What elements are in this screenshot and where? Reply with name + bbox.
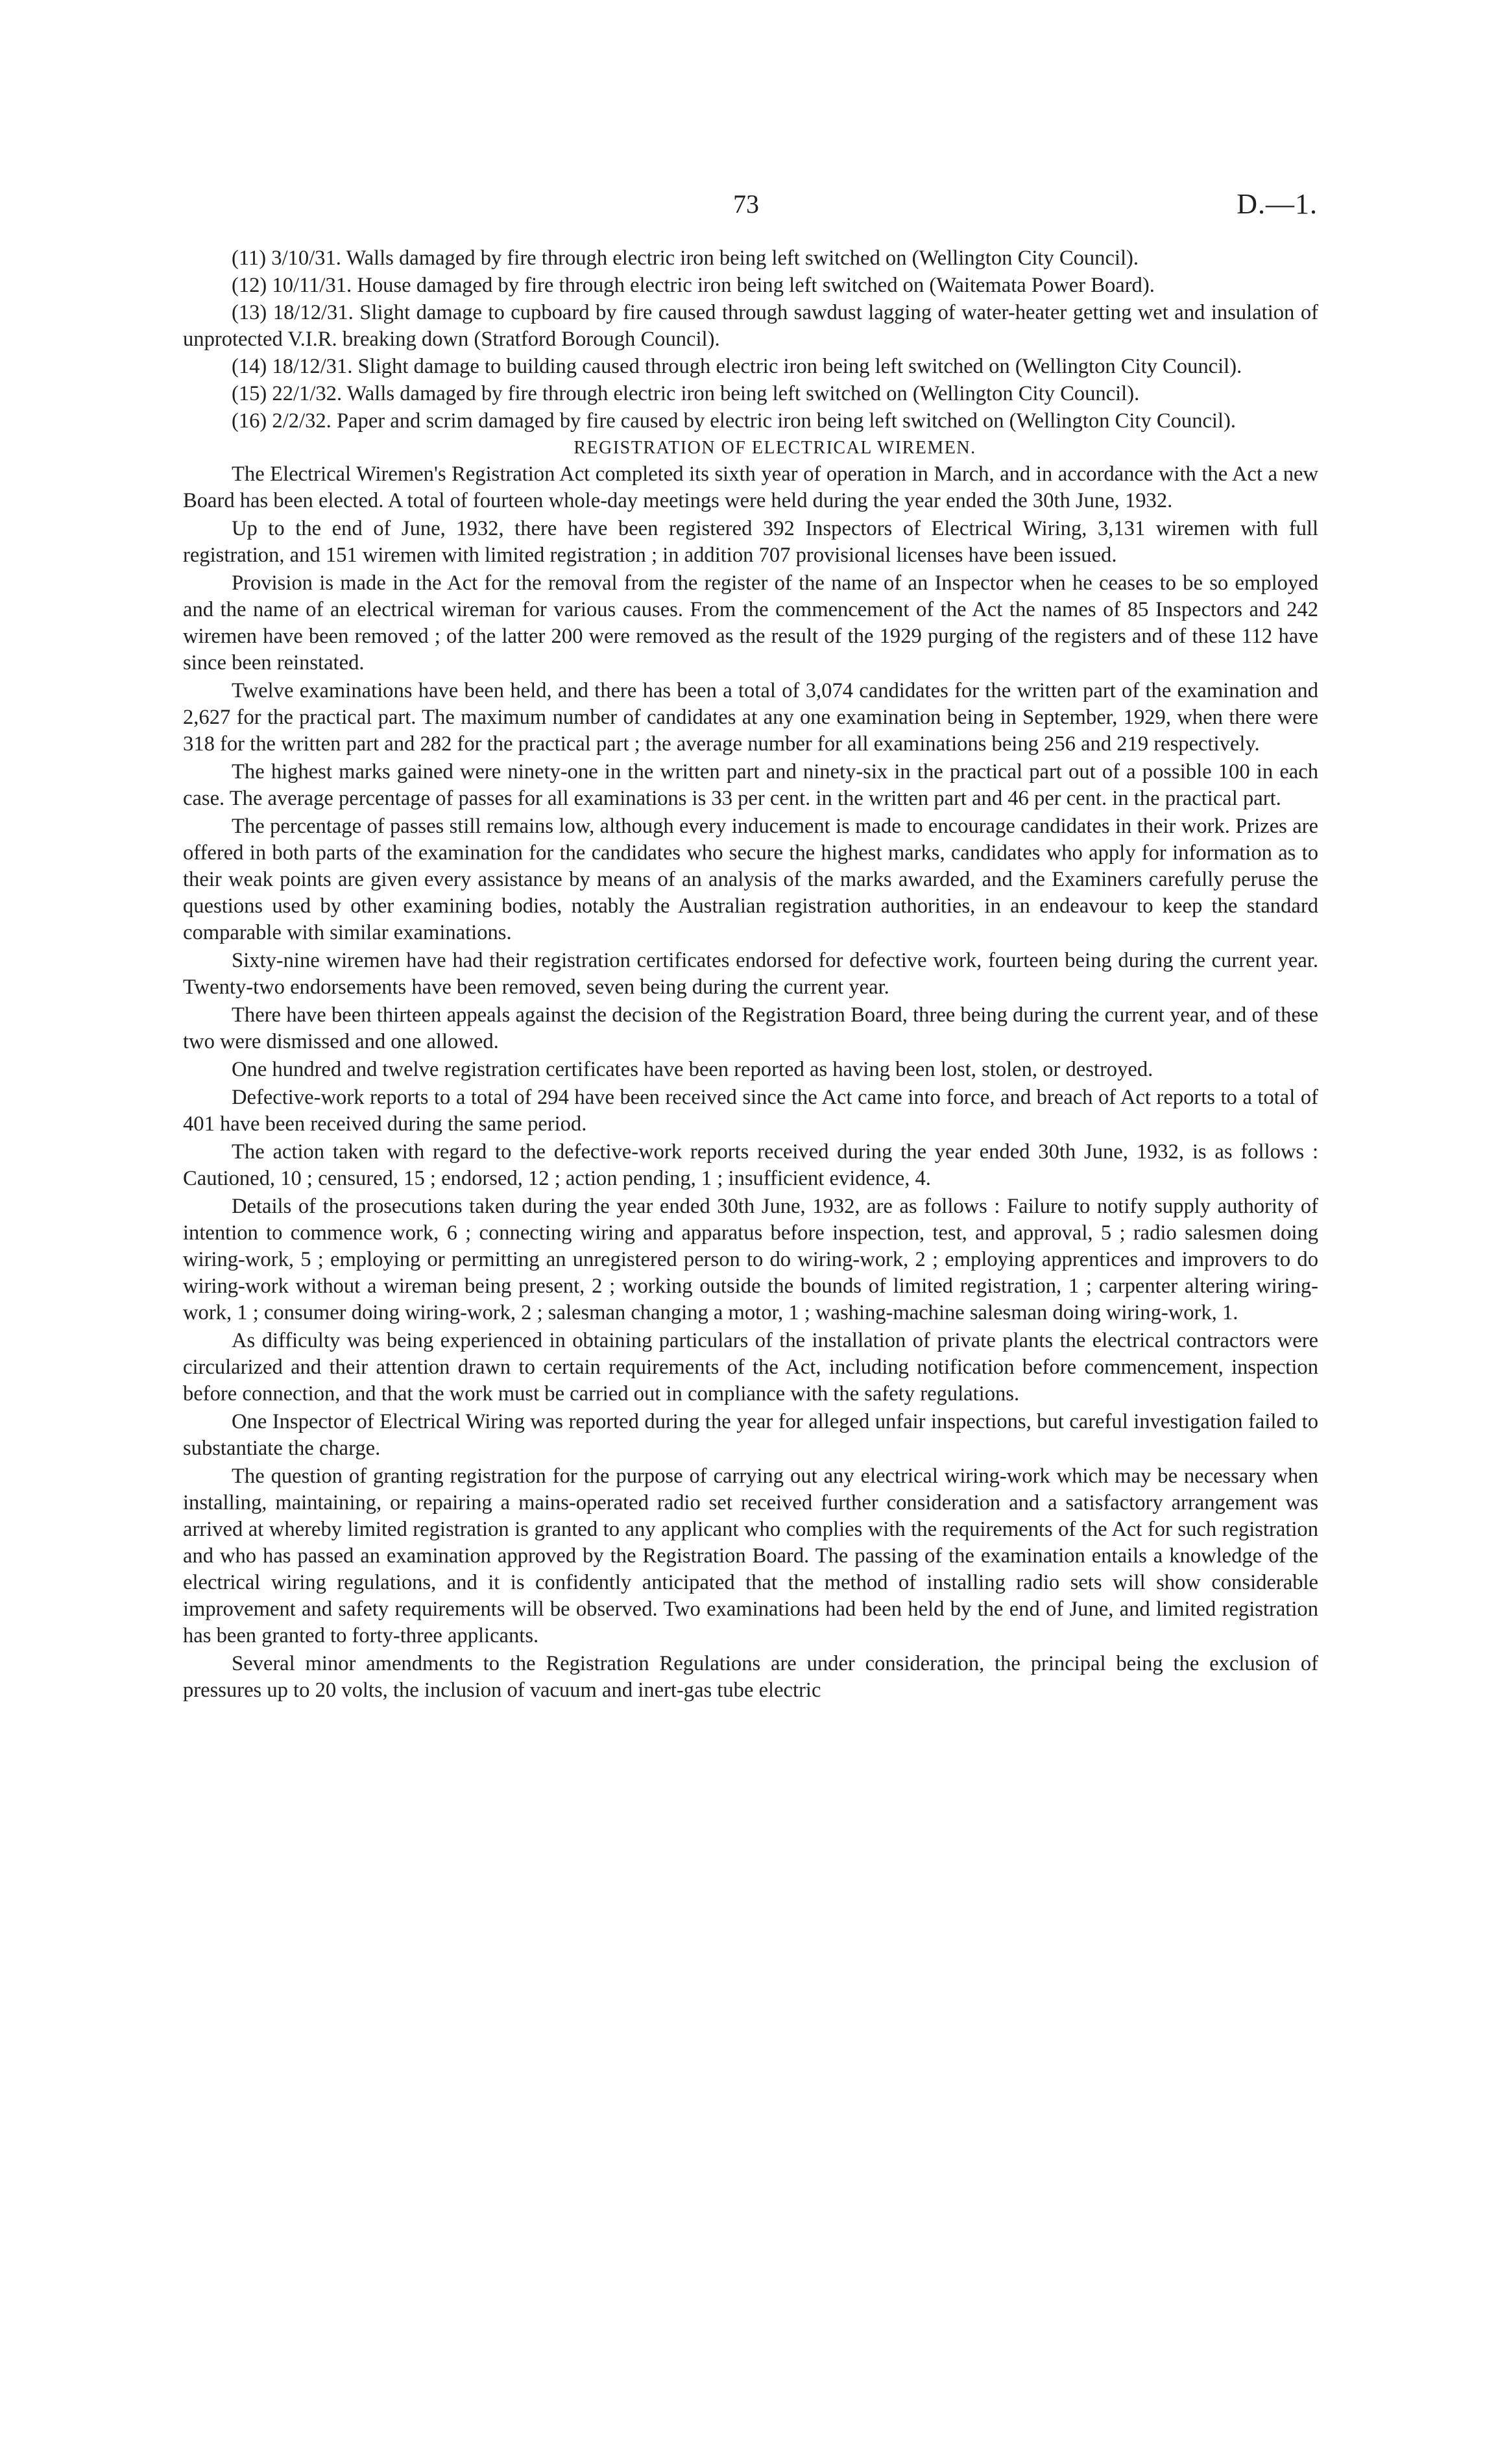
paragraph: One hundred and twelve registration certificates have been reported as having been lost, stolen, or destroyed. bbox=[232, 1058, 1153, 1081]
section-title: REGISTRATION OF ELECTRICAL WIREMEN. bbox=[573, 438, 976, 458]
paragraph: The Electrical Wiremen's Registration Act completed its sixth year of operation in March, and in accordance with the Act a new Board has been elected. A total of fourteen whole-day meetings were held during the year ended the 30th June, 1932. bbox=[183, 462, 1318, 512]
document-reference: D.—1. bbox=[1237, 188, 1318, 220]
fire-entry-12: (12) 10/11/31. House damaged by fire through electric iron being left switched on (Waitemata Power Board). bbox=[232, 274, 1155, 297]
section-paragraphs bbox=[183, 461, 1318, 1704]
paragraph: Provision is made in the Act for the removal from the register of the name of an Inspector when he ceases to be so employed and the name of an electrical wireman for various causes. From the commencement of the Act the names of 85 Inspectors and 242 wiremen have been removed ; of the latter 200 were removed as the result of the 1929 purging of the registers and of these 112 have since been reinstated. bbox=[183, 571, 1318, 675]
paragraph: Sixty-nine wiremen have had their registration certificates endorsed for defective work, fourteen being during the current year. Twenty-two endorsements have been removed, seven being during the current year. bbox=[183, 949, 1318, 999]
fire-entry-14: (14) 18/12/31. Slight damage to building caused through electric iron being left switched on (Wellington City Council). bbox=[232, 355, 1242, 378]
paragraph: As difficulty was being experienced in obtaining particulars of the installation of private plants the electrical contractors were circularized and their attention drawn to certain requirements of the Act, including notification before commencement, inspection before connection, and that the work must be carried out in compliance with the safety regulations. bbox=[183, 1329, 1318, 1405]
fire-incident-list bbox=[183, 245, 1318, 435]
paragraph: There have been thirteen appeals against the decision of the Registration Board, three being during the current year, and of these two were dismissed and one allowed. bbox=[183, 1003, 1318, 1053]
page-header bbox=[0, 185, 1509, 224]
fire-entry-13: (13) 18/12/31. Slight damage to cupboard by fire caused through sawdust lagging of water-heater getting wet and insulation of unprotected V.I.R. breaking down (Stratford Borough Council). bbox=[183, 301, 1318, 351]
paragraph: Several minor amendments to the Registration Regulations are under consideration, the principal being the exclusion of pressures up to 20 volts, the inclusion of vacuum and inert-gas tube electric bbox=[183, 1652, 1318, 1702]
paragraph: The highest marks gained were ninety-one in the written part and ninety-six in the practical part out of a possible 100 in each case. The average percentage of passes for all examinations is 33 per cent. in the written part and 46 per cent. in the practical part. bbox=[183, 760, 1318, 810]
paragraph: The action taken with regard to the defective-work reports received during the year ended 30th June, 1932, is as follows : Cautioned, 10 ; censured, 15 ; endorsed, 12 ; action pending, 1 ; insufficient evidence, 4. bbox=[183, 1140, 1318, 1190]
paragraph: Up to the end of June, 1932, there have been registered 392 Inspectors of Electrical Wiring, 3,131 wiremen with full registration, and 151 wiremen with limited registration ; in addition 707 provisional licenses have been issued. bbox=[183, 517, 1318, 567]
page-number: 73 bbox=[733, 189, 759, 219]
fire-entry-11: (11) 3/10/31. Walls damaged by fire through electric iron being left switched on (Wellington City Council). bbox=[232, 246, 1139, 270]
paragraph: Details of the prosecutions taken during the year ended 30th June, 1932, are as follows : Failure to notify supply authority of intention to commence work, 6 ; connecting wiring and apparatus before inspection, test, and approval, 5 ; radio salesmen doing wiring-work, 5 ; employing or permitting an unregistered person to do wiring-work, 2 ; employing apprentices and improvers to do wiring-work without a wireman being present, 2 ; working outside the bounds of limited registration, 1 ; carpenter altering wiring-work, 1 ; consumer doing wiring-work, 2 ; salesman changing a motor, 1 ; washing-machine salesman doing wiring-work, 1. bbox=[183, 1195, 1318, 1324]
paragraph: The percentage of passes still remains low, although every inducement is made to encourage candidates in their work. Prizes are offered in both parts of the examination for the candidates who secure the highest marks, candidates who apply for information as to their weak points are given every assistance by means of an analysis of the marks awarded, and the Examiners carefully peruse the questions used by other examining bodies, notably the Australian registration authorities, in an endeavour to keep the standard comparable with similar examinations. bbox=[183, 815, 1318, 944]
paragraph: Defective-work reports to a total of 294 have been received since the Act came into force, and breach of Act reports to a total of 401 have been received during the same period. bbox=[183, 1086, 1318, 1136]
page-body bbox=[183, 245, 1318, 1705]
fire-entry-16: (16) 2/2/32. Paper and scrim damaged by fire caused by electric iron being left switched on (Wellington City Council). bbox=[232, 409, 1237, 433]
paragraph: The question of granting registration for the purpose of carrying out any electrical wiring-work which may be necessary when installing, maintaining, or repairing a mains-operated radio set received further consideration and a satisfactory arrangement was arrived at whereby limited registration is granted to any applicant who complies with the requirements of the Act for such registration and who has passed an examination approved by the Registration Board. The passing of the examination entails a knowledge of the electrical wiring regulations, and it is confidently anticipated that the method of installing radio sets will show considerable improvement and safety requirements will be observed. Two examinations had been held by the end of June, and limited registration has been granted to forty-three applicants. bbox=[183, 1465, 1318, 1647]
paragraph: Twelve examinations have been held, and there has been a total of 3,074 candidates for the written part of the examination and 2,627 for the practical part. The maximum number of candidates at any one examination being in September, 1929, when there were 318 for the written part and 282 for the practical part ; the average number for all examinations being 256 and 219 respectively. bbox=[183, 679, 1318, 756]
paragraph: One Inspector of Electrical Wiring was reported during the year for alleged unfair inspections, but careful investigation failed to substantiate the charge. bbox=[183, 1410, 1318, 1460]
fire-entry-15: (15) 22/1/32. Walls damaged by fire through electric iron being left switched on (Wellington City Council). bbox=[232, 382, 1140, 405]
